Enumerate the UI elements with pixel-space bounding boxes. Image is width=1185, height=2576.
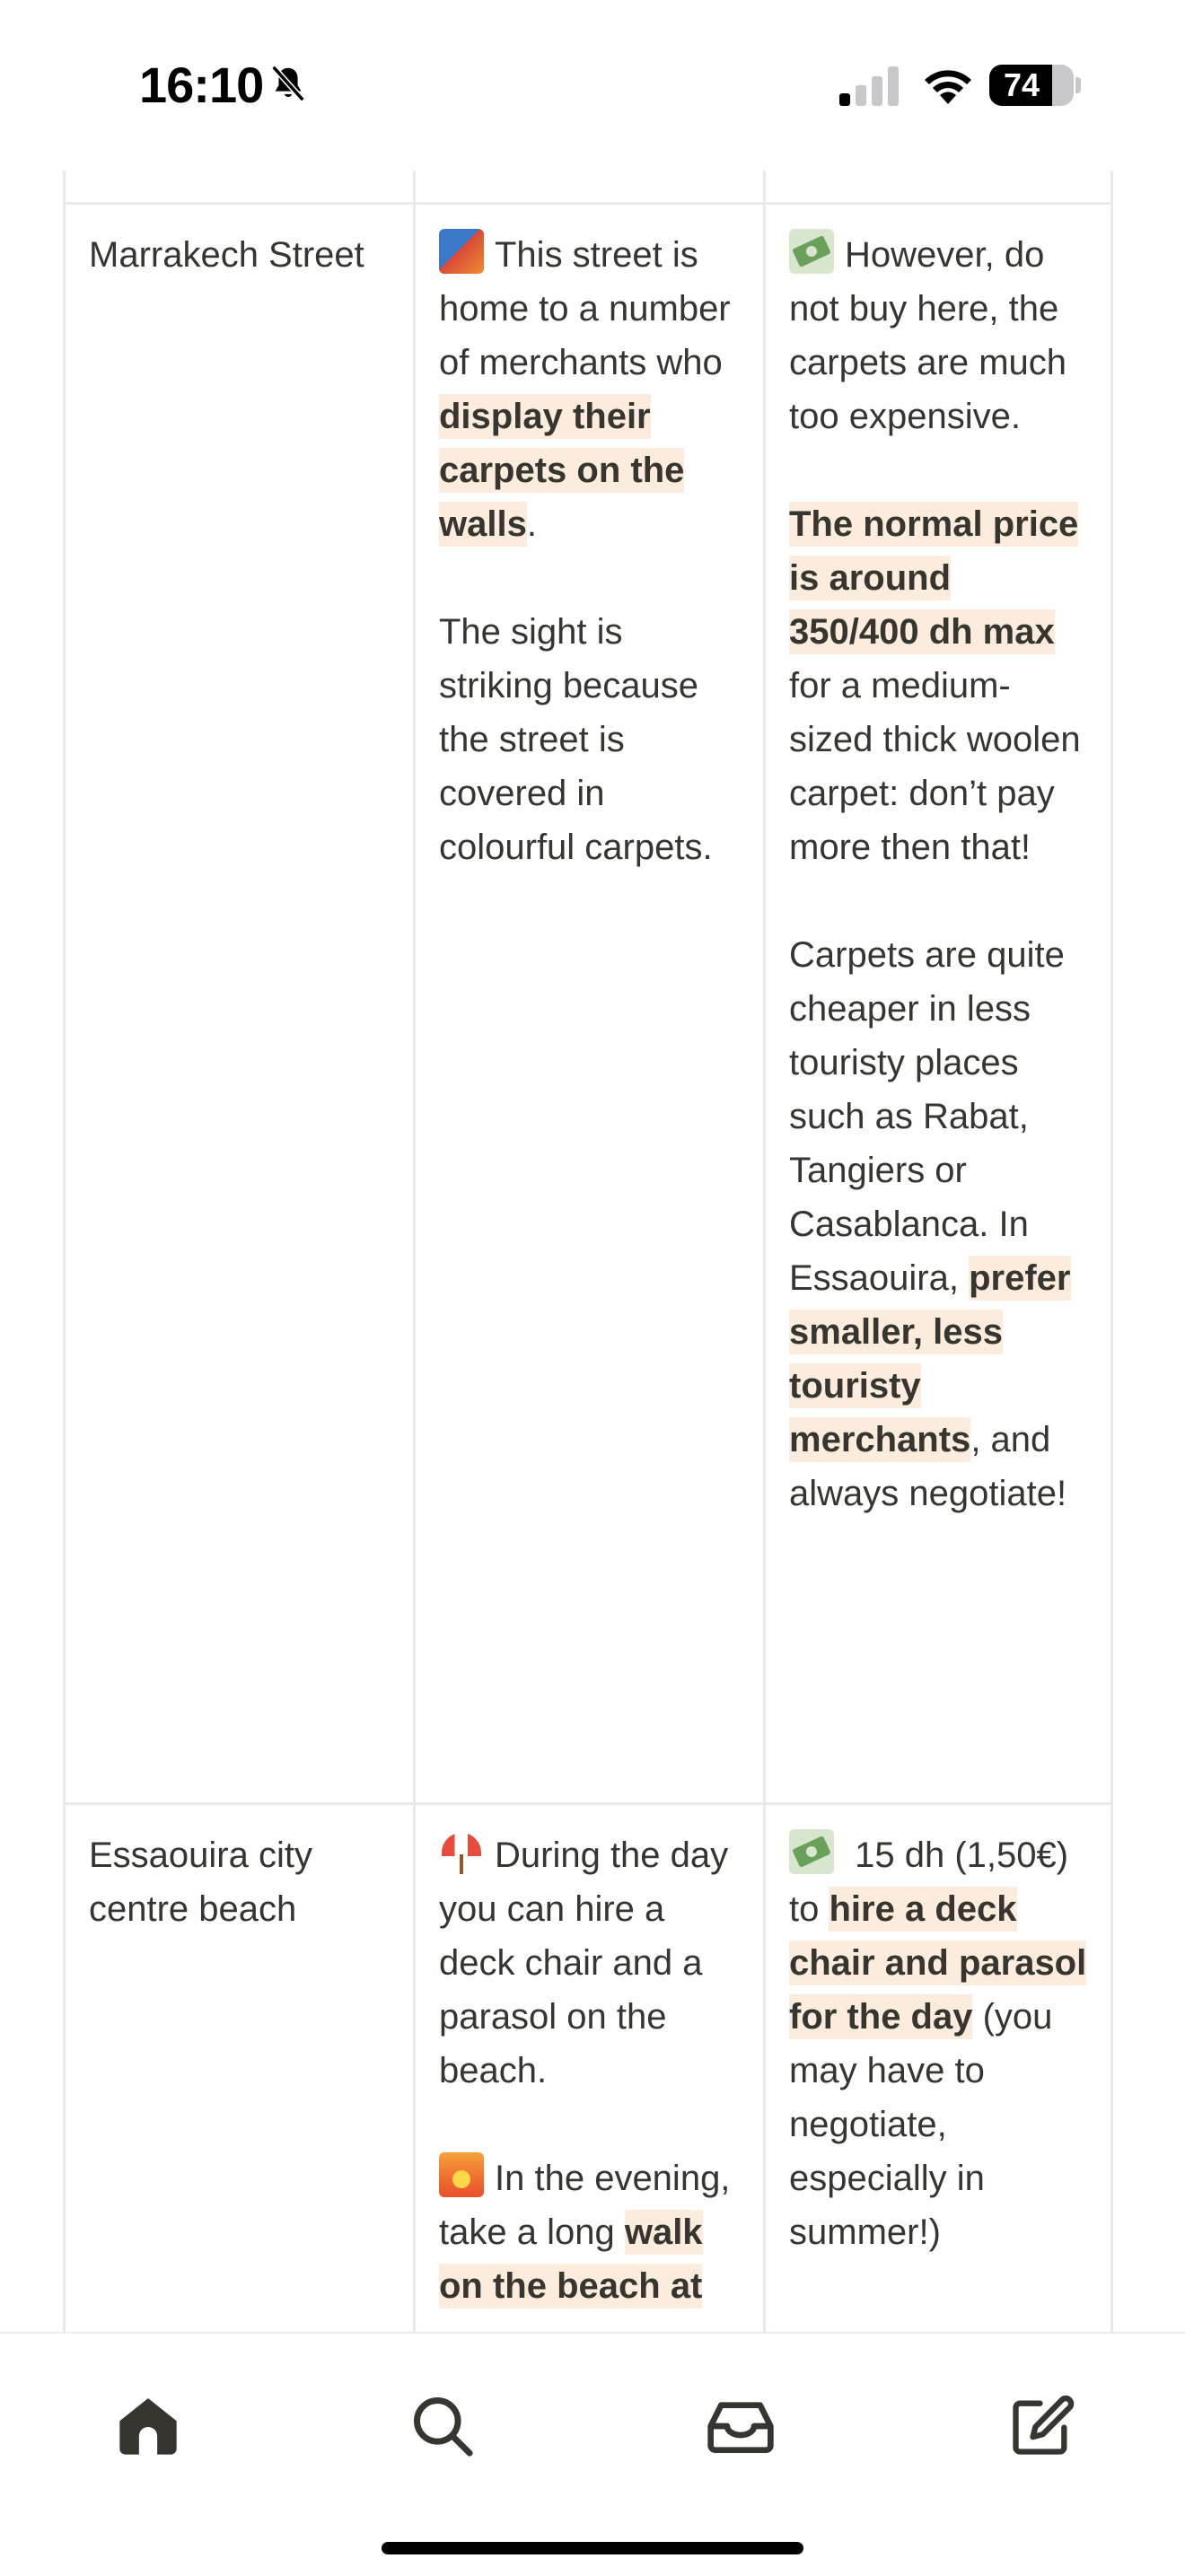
price-cell[interactable]: [763, 1805, 1113, 2332]
description-paragraph: [439, 605, 740, 874]
table-divider: [413, 166, 416, 202]
status-bar: [0, 0, 1185, 171]
bell-slash-icon: [268, 63, 309, 104]
table-row-marrakech-street[interactable]: [63, 202, 1113, 1802]
compose-icon: [1007, 2392, 1075, 2460]
price-text: Carpets are quite cheaper in less touristy places such as Rabat, Tangiers or Casablanca. In Essaouira,: [789, 935, 1065, 1298]
place-cell[interactable]: [63, 205, 413, 1802]
price-text: (you may have to negotiate, especially in summer!): [789, 1997, 1053, 2252]
table-divider: [1110, 166, 1113, 202]
wifi-icon: [920, 63, 976, 104]
battery-icon: [989, 65, 1074, 106]
highlighted-text: walk on the beach at: [439, 2210, 703, 2309]
description-text: The sight is striking because the street is covered in colourful carpets.: [439, 612, 713, 867]
tab-home[interactable]: [108, 2386, 189, 2466]
previous-row-end: [63, 166, 1113, 202]
price-paragraph: [789, 228, 1087, 443]
place-name: Marrakech Street: [89, 235, 364, 275]
battery-tip: [1075, 77, 1081, 93]
home-indicator[interactable]: [382, 2542, 803, 2554]
cellular-signal-icon: [839, 66, 900, 106]
highlighted-text: The normal price is around 350/400 dh max: [789, 502, 1078, 654]
table-row-essaouira-beach[interactable]: [63, 1802, 1113, 2332]
search-icon: [408, 2392, 477, 2460]
sunset-emoji: [439, 2152, 484, 2197]
money-with-wings-emoji: [789, 1829, 834, 1874]
tab-search[interactable]: [402, 2386, 483, 2466]
price-text: However, do not buy here, the carpets are much too expensive.: [789, 235, 1067, 436]
carp-streamer-emoji: [439, 229, 484, 274]
status-time: 16:10: [139, 57, 264, 113]
description-text: During the day you can hire a deck chair and a parasol on the beach.: [439, 1836, 729, 2090]
highlighted-text: display their carpets on the walls: [439, 394, 684, 547]
price-paragraph: [789, 1828, 1087, 2259]
tab-inbox[interactable]: [700, 2386, 781, 2466]
description-text: This street is home to a number of merchants who: [439, 235, 731, 382]
table-divider: [63, 166, 66, 202]
description-paragraph: [439, 228, 740, 551]
description-cell[interactable]: [413, 205, 763, 1802]
home-icon: [114, 2392, 182, 2460]
beach-umbrella-emoji: [439, 1829, 484, 1874]
price-cell[interactable]: [763, 205, 1113, 1802]
price-text: , and always negotiate!: [789, 1420, 1067, 1513]
description-text: .: [526, 504, 537, 544]
highlighted-text: prefer smaller, less touristy merchants: [789, 1256, 1071, 1462]
description-text: In the evening, take a long: [439, 2159, 731, 2252]
place-name: Essaouira city centre beach: [89, 1836, 312, 1929]
price-text: 15 dh (1,50€) to: [789, 1836, 1069, 1929]
price-paragraph: [789, 928, 1087, 1520]
tab-new-page[interactable]: [1001, 2386, 1082, 2466]
place-cell[interactable]: [63, 1805, 413, 2332]
price-paragraph: [789, 497, 1087, 874]
description-paragraph: [439, 1828, 740, 2098]
description-paragraph: [439, 2151, 740, 2313]
bottom-tab-bar: [0, 2332, 1185, 2576]
description-cell[interactable]: [413, 1805, 763, 2332]
money-with-wings-emoji: [789, 229, 834, 274]
price-text: for a medium-sized thick woolen carpet: don’t pay more then that!: [789, 666, 1081, 867]
battery-percentage: 74: [1003, 66, 1040, 103]
highlighted-text: hire a deck chair and parasol for the day: [789, 1887, 1086, 2039]
inbox-icon: [705, 2390, 777, 2462]
table-divider: [763, 166, 766, 202]
